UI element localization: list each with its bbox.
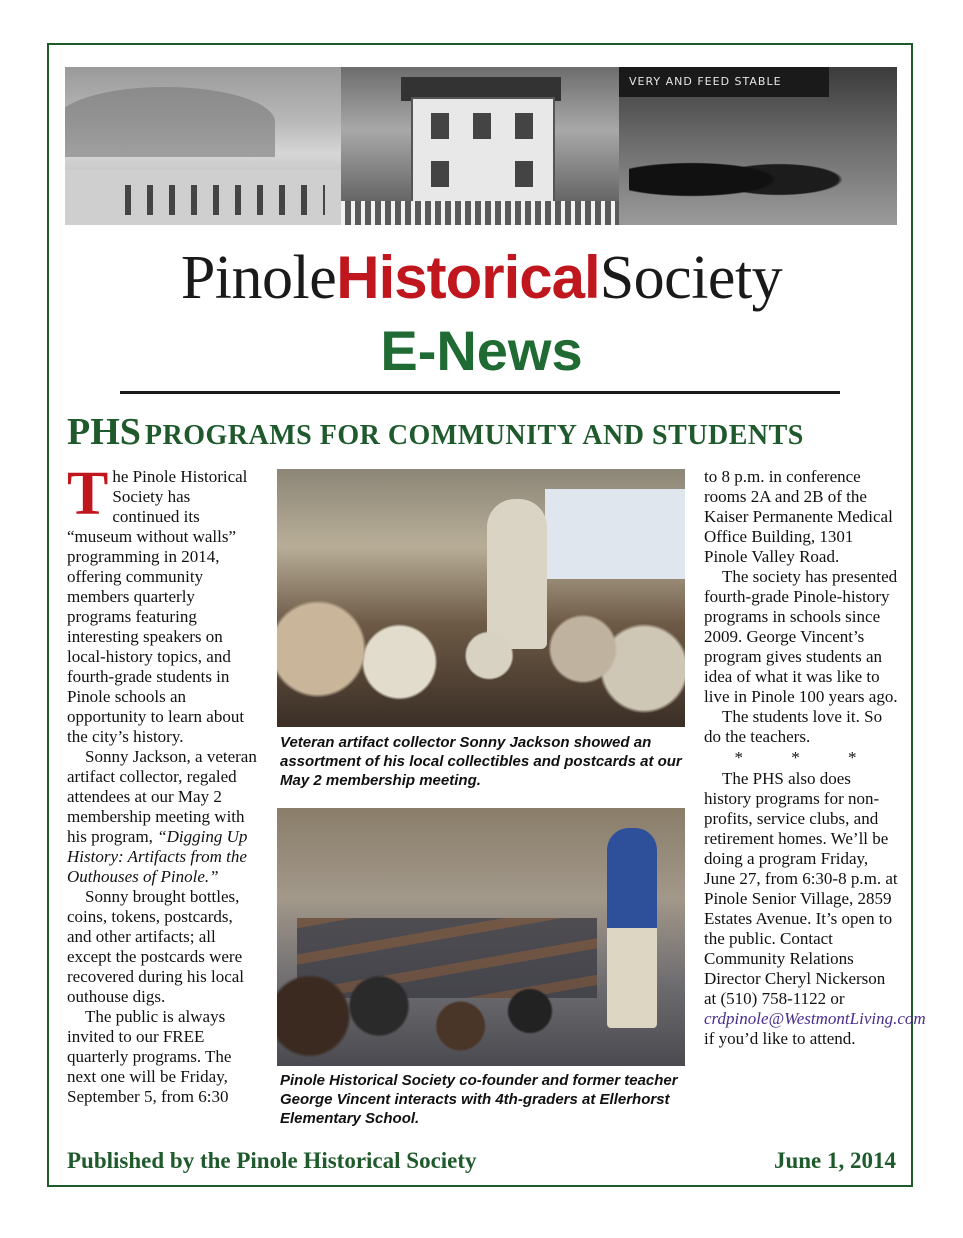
header-banner-photos xyxy=(65,67,897,225)
header-divider xyxy=(120,391,840,394)
headline-lead: PHS xyxy=(67,411,141,453)
paragraph: The students love it. So do the teachers. xyxy=(704,707,883,746)
paragraph-text: Sonny Jackson, a veteran artifact collector, regaled attendees at our May 2 membership meeting with his program, xyxy=(67,747,257,846)
photo-house-shape xyxy=(411,97,555,211)
paragraph-text: he Pinole Historical Society has continued its “museum without walls” programming in 2014, offering community members quarterly programs featuring interesting speakers on local-history topics, and fourth-grade students in Pinole schools an opportunity to learn about the city’s history. xyxy=(67,467,248,746)
paragraph-text: The PHS also does history programs for non-profits, service clubs, and retirement homes. We’ll be doing a program Friday, June 27, from 6:30-8 p.m. at Pinole Senior Village, 2859 Estates Avenue. It’s open to the public. Contact Community Relations Director Cheryl Nickerson at (510) 758-1122 or xyxy=(704,769,898,1008)
photo-window-shape xyxy=(515,113,533,139)
photo-caption: Pinole Historical Society co-founder and former teacher George Vincent interacts with 4th-graders at Ellerhorst Elementary School. xyxy=(280,1072,678,1127)
article-headline xyxy=(67,410,897,454)
paragraph-text: if you’d like to attend. xyxy=(704,1029,856,1048)
photo-window-shape xyxy=(515,161,533,187)
photo-window-shape xyxy=(431,161,449,187)
photo-stable-sign: VERY AND FEED STABLE xyxy=(619,67,829,97)
article-column-left xyxy=(67,460,257,1107)
photo-horses-shape xyxy=(629,142,879,217)
masthead-part-historical: Historical xyxy=(336,244,600,311)
photo-hill-shape xyxy=(65,87,275,157)
article-column-right xyxy=(704,467,926,1049)
masthead-part-pinole: Pinole xyxy=(180,244,337,312)
photo-george-vincent-classroom xyxy=(277,808,685,1066)
photo-marchers-shape xyxy=(125,185,325,215)
masthead-title xyxy=(0,238,963,318)
photo-caption: Veteran artifact collector Sonny Jackson showed an assortment of his local collectibles and postcards at our May 2 membership meeting. xyxy=(280,734,682,789)
photo-students-figures xyxy=(277,966,685,1066)
banner-photo-historic-house xyxy=(341,67,619,225)
drop-cap: T xyxy=(67,460,109,528)
paragraph: The society has presented fourth-grade Pinole-history programs in schools since 2009. George Vincent’s program gives students an idea of what it was like to live in Pinole 100 years ago. xyxy=(704,567,898,706)
photo-sonny-jackson-presentation xyxy=(277,469,685,727)
banner-photo-street-parade xyxy=(65,67,341,225)
footer-date: June 1, 2014 xyxy=(773,1148,896,1173)
banner-photo-horse-wagon xyxy=(619,67,897,225)
contact-email-link[interactable]: crdpinole@WestmontLiving.com xyxy=(704,1009,926,1028)
photo-window-shape xyxy=(431,113,449,139)
paragraph: Sonny brought bottles, coins, tokens, postcards, and other artifacts; all except the postcards were recovered during his local outhouse digs. xyxy=(67,887,245,1006)
footer-publisher: Published by the Pinole Historical Society xyxy=(67,1148,477,1173)
newsletter-subtitle: E-News xyxy=(380,319,583,382)
headline-rest: PROGRAMS FOR COMMUNITY AND STUDENTS xyxy=(144,420,804,451)
photo-projection-screen xyxy=(545,489,685,579)
paragraph: to 8 p.m. in conference rooms 2A and 2B of the Kaiser Permanente Medical Office Building, 1301 Pinole Valley Road. xyxy=(704,467,893,566)
paragraph xyxy=(704,769,926,1049)
section-separator: * * * xyxy=(734,748,879,767)
photo-audience-figures xyxy=(277,597,685,727)
program-title: “Digging Up History: Artifacts from the Outhouses of Pinole.” xyxy=(67,827,248,886)
photo-window-shape xyxy=(473,113,491,139)
masthead-part-society: Society xyxy=(599,244,783,312)
paragraph xyxy=(67,460,257,747)
paragraph: The public is always invited to our FREE quarterly programs. The next one will be Friday, September 5, from 6:30 xyxy=(67,1007,232,1106)
paragraph xyxy=(67,747,257,887)
photo-fence-shape xyxy=(341,201,619,225)
